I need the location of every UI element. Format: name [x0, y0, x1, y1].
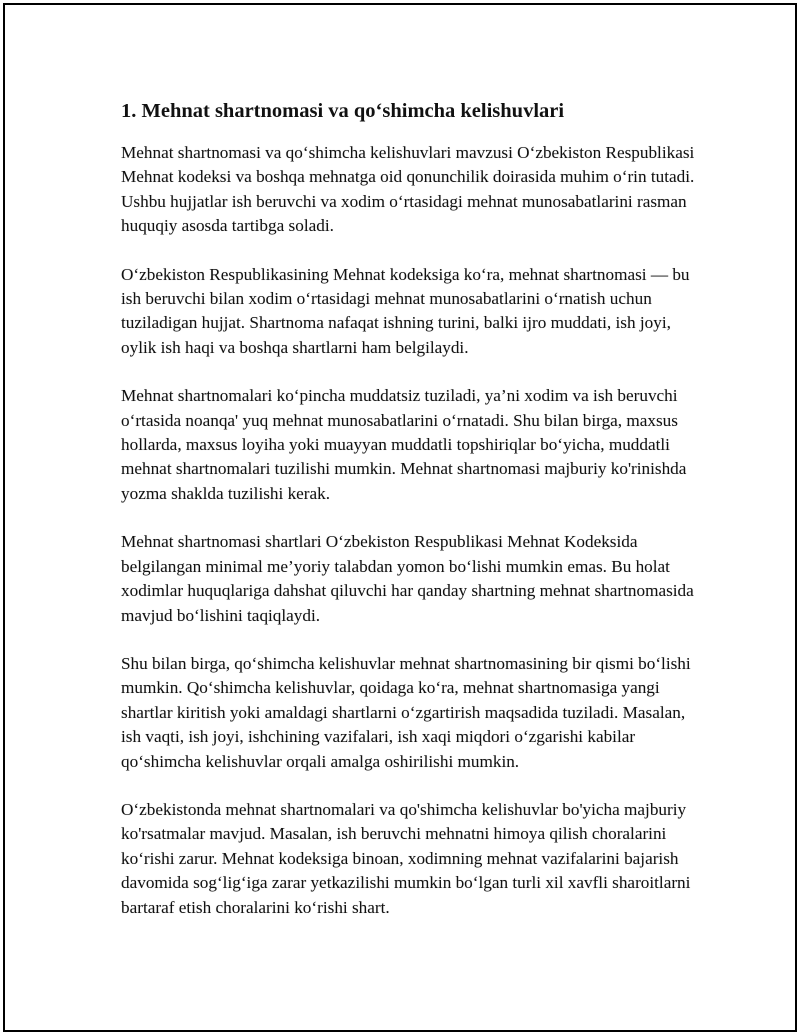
document-body [121, 97, 696, 944]
paragraph-4: Mehnat shartnomasi shartlari O‘zbekiston Respublikasi Mehnat Kodeksida belgilangan minimal me’yoriy talabdan yomon bo‘lishi mumkin emas. Bu holat xodimlar huquqlariga dahshat qiluvchi har qanday shartning mehnat shartnomasida mavjud bo‘lishini taqiqlaydi. [121, 532, 694, 625]
paragraph-1: Mehnat shartnomasi va qo‘shimcha kelishuvlari mavzusi O‘zbekiston Respublikasi Mehnat kodeksi va boshqa mehnatga oid qonunchilik doirasida muhim o‘rin tutadi. Ushbu hujjatlar ish beruvchi va xodim o‘rtasidagi mehnat munosabatlarini rasman huquqiy asosda tartibga soladi. [121, 143, 695, 236]
paragraph-5: Shu bilan birga, qo‘shimcha kelishuvlar mehnat shartnomasining bir qismi bo‘lishi mumkin. Qo‘shimcha kelishuvlar, qoidaga ko‘ra, mehnat shartnomasiga yangi shartlar kiritish yoki amaldagi shartlarni o‘zgartirish maqsadida tuziladi. Masalan, ish vaqti, ish joyi, ishchining vazifalari, ish xaqi miqdori o‘zgarishi kabilar qo‘shimcha kelishuvlar orqali amalga oshirilishi mumkin. [121, 653, 691, 771]
page-frame [3, 3, 797, 1032]
paragraph-2: O‘zbekiston Respublikasining Mehnat kodeksiga ko‘ra, mehnat shartnomasi — bu ish beruvchi bilan xodim o‘rtasidagi mehnat munosabatlarini o‘rnatish uchun tuziladigan hujjat. Shartnoma nafaqat ishning turini, balki ijro muddati, ish joyi, oylik ish haqi va boshqa shartlarni ham belgilaydi. [121, 264, 690, 357]
paragraph-3: Mehnat shartnomalari ko‘pincha muddatsiz tuziladi, ya’ni xodim va ish beruvchi o‘rtasida noanqa' yuq mehnat munosabatlarini o‘rnatadi. Shu bilan birga, maxsus hollarda, maxsus loyiha yoki muayyan muddatli topshiriqlar bo‘yicha, muddatli mehnat shartnomalari tuzilishi mumkin. Mehnat shartnomasi majburiy ko'rinishda yozma shaklda tuzilishi kerak. [121, 386, 687, 503]
section-heading: 1. Mehnat shartnomasi va qo‘shimcha kelishuvlari [121, 100, 565, 122]
paragraph-6: O‘zbekistonda mehnat shartnomalari va qo'shimcha kelishuvlar bo'yicha majburiy ko'rsatmalar mavjud. Masalan, ish beruvchi mehnatni himoya qilish choralarini ko‘rishi zarur. Mehnat kodeksiga binoan, xodimning mehnat vazifalarini bajarish davomida sog‘lig‘iga zarar yetkazilishi mumkin bo‘lgan turli xil xavfli sharoitlarni bartaraf etish choralarini ko‘rishi shart. [121, 799, 691, 917]
